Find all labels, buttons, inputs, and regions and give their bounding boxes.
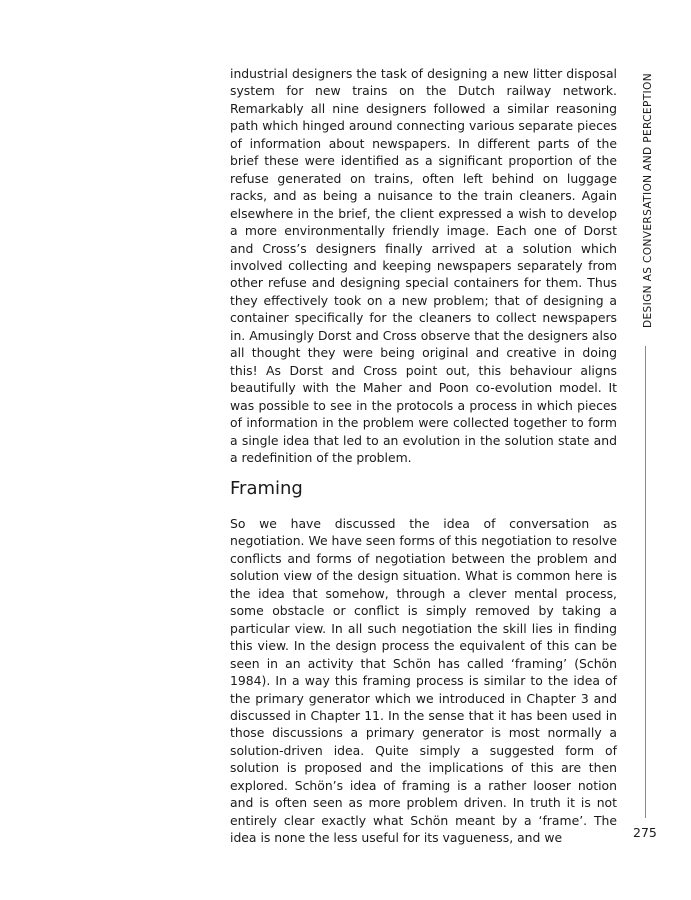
vertical-divider <box>645 346 646 818</box>
running-head-text: DESIGN AS CONVERSATION AND PERCEPTION <box>642 73 654 328</box>
body-paragraph-intro: industrial designers the task of designing a new litter disposal system for new trains on the Dutch railway network. Remarkably all nine designers followed a similar reasoning path which hinged around connecting various separate pieces of information about newspapers. In different parts of the brief these were identified as a significant proportion of the refuse generated on trains, often left behind on luggage racks, and as being a nuisance to the train cleaners. Again elsewhere in the brief, the client expressed a wish to develop a more environmentally friendly image. Each one of Dorst and Cross’s designers finally arrived at a solution which involved collecting and keeping newspapers separately from other refuse and designing special containers for them. Thus they effectively took on a new problem; that of designing a container specifically for the cleaners to collect newspapers in. Amusingly Dorst and Cross observe that the designers also all thought they were being original and creative in doing this! As Dorst and Cross point out, this behaviour aligns beautifully with the Maher and Poon co-evolution model. It was possible to see in the protocols a process in which pieces of information in the problem were collected together to form a single idea that led to an evolution in the solution state and a redefinition of the problem. <box>230 66 617 465</box>
body-paragraph-framing: So we have discussed the idea of conversation as negotiation. We have seen forms of this negotiation to resolve conflicts and forms of negotiation between the problem and solution view of the design situation. What is common here is the idea that somehow, through a clever mental process, some obstacle or conflict is simply removed by taking a particular view. In all such negotiation the skill lies in finding this view. In the design process the equivalent of this can be seen in an activity that Schön has called ‘framing’ (Schön 1984). In a way this framing process is similar to the idea of the primary generator which we introduced in Chapter 3 and discussed in Chapter 11. In the sense that it has been used in those discussions a primary generator is most normally a solution-driven idea. Quite simply a suggested form of solution is proposed and the implications of this are then explored. Schön’s idea of framing is a rather looser notion and is often seen as more problem driven. In truth it is not entirely clear exactly what Schön meant by a ‘frame’. The idea is none the less useful for its vagueness, and we <box>230 516 617 846</box>
section-heading: Framing <box>230 478 303 499</box>
page-number: 275 <box>633 825 657 840</box>
